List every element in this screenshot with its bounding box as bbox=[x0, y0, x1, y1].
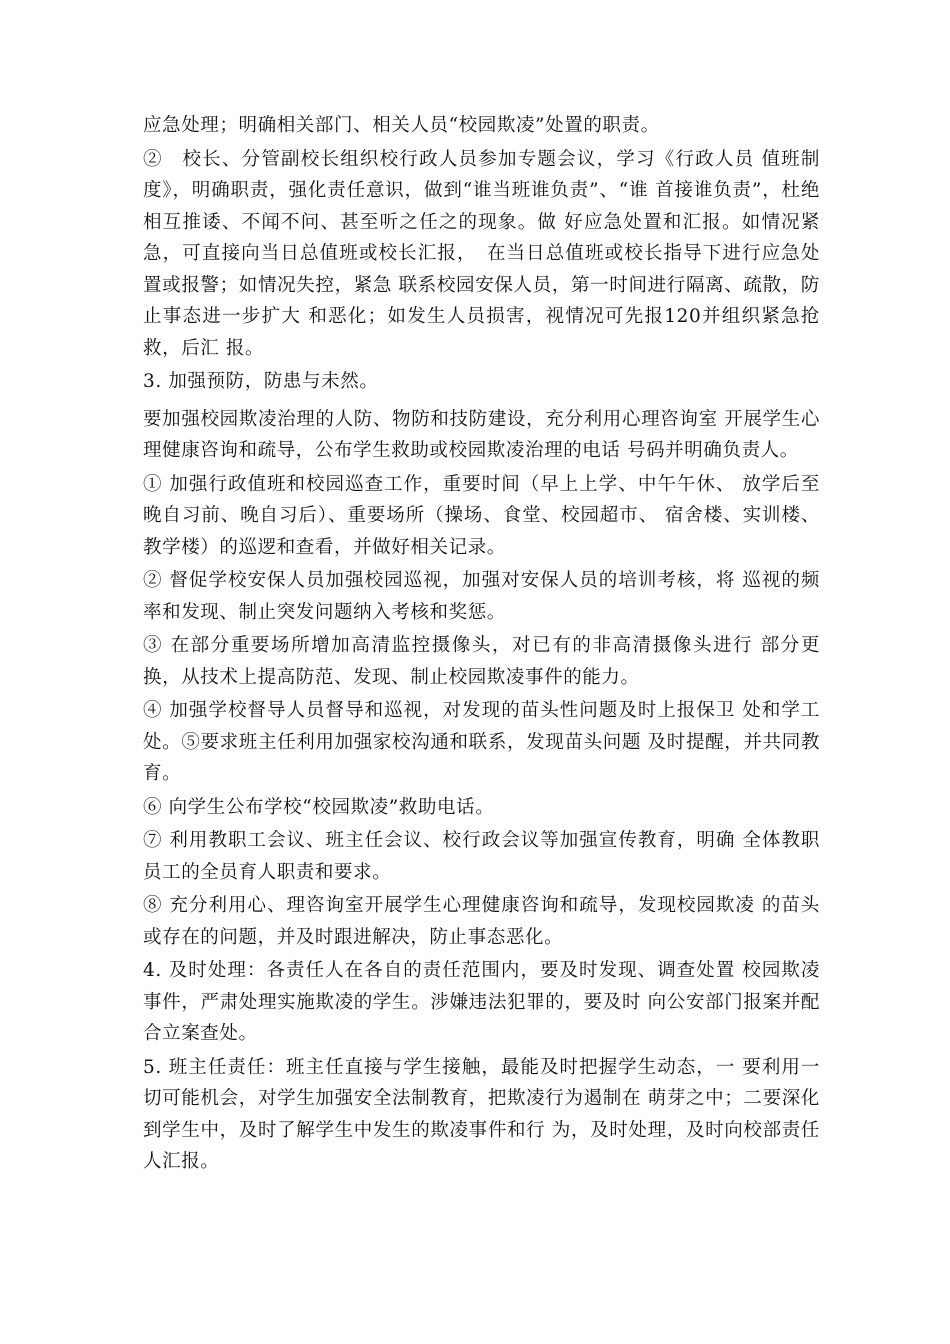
list-item-3-cameras: ③ 在部分重要场所增加高清监控摄像头，对已有的非高清摄像头进行 部分更换，从技术上提高防范、发现、制止校园欺凌事件的能力。 bbox=[143, 635, 820, 688]
heading-3-prevention: 3. 加强预防，防患与未然。 bbox=[143, 371, 379, 392]
list-item-7-meetings: ⑦ 利用教职工会议、班主任会议、校行政会议等加强宣传教育，明确 全体教职员工的全员育人职责和要求。 bbox=[143, 830, 820, 883]
list-item-6-hotline: ⑥ 向学生公布学校“校园欺凌”救助电话。 bbox=[143, 796, 495, 818]
list-item-1-patrol: ① 加强行政值班和校园巡查工作，重要时间（早上上学、中午午休、 放学后至晚自习前、晚自习后）、重要场所（操场、食堂、校园超市、 宿舍楼、实训楼、教学楼）的巡逻和查看，并做好相关记录。 bbox=[143, 473, 820, 558]
paragraph-item-2-meeting: ② 校长、分管副校长组织校行政人员参加专题会议，学习《行政人员 值班制度》，明确职责，强化责任意识，做到“谁当班谁负责”、“谁 首接谁负责”，杜绝相互推诿、不闻不问、甚至听之任之的现象。做 好应急处置和汇报。如情况紧急，可直接向当日总值班或校长汇报， 在当日总值班或校长指导下进行应急处置或报警；如情况失控，紧急 联系校园安保人员，第一时间进行隔离、疏散，防止事态进一步扩大 和恶化；如发生人员损害，视情况可先报120并组织紧急抢救，后汇 报。 bbox=[143, 148, 820, 359]
document-body bbox=[143, 110, 820, 1180]
paragraph-5-teacher-duty: 5. 班主任责任：班主任直接与学生接触，最能及时把握学生动态，一 要利用一切可能机会，对学生加强安全法制教育，把欺凌行为遏制在 萌芽之中；二要深化到学生中，及时了解学生中发生的欺凌事件和行 为，及时处理，及时向校部责任人汇报。 bbox=[143, 1056, 820, 1172]
list-item-4-5-supervision: ④ 加强学校督导人员督导和巡视，对发现的苗头性问题及时上报保卫 处和学工处。⑤要求班主任利用加强家校沟通和联系，发现苗头问题 及时提醒，并共同教育。 bbox=[143, 700, 820, 784]
paragraph-prevention-intro: 要加强校园欺凌治理的人防、物防和技防建设，充分利用心理咨询室 开展学生心理健康咨询和疏导，公布学生救助或校园欺凌治理的电话 号码并明确负责人。 bbox=[143, 408, 820, 461]
paragraph-emergency-duty: 应急处理；明确相关部门、相关人员“校园欺凌”处置的职责。 bbox=[143, 115, 660, 136]
list-item-8-counseling: ⑧ 充分利用心、理咨询室开展学生心理健康咨询和疏导，发现校园欺凌 的苗头或存在的问题，并及时跟进解决，防止事态恶化。 bbox=[143, 895, 820, 948]
paragraph-4-handling: 4. 及时处理：各责任人在各自的责任范围内，要及时发现、调查处置 校园欺凌事件，严肃处理实施欺凌的学生。涉嫌违法犯罪的，要及时 向公安部门报案并配合立案查处。 bbox=[143, 960, 820, 1044]
list-item-2-security: ② 督促学校安保人员加强校园巡视，加强对安保人员的培训考核，将 巡视的频率和发现、制止突发问题纳入考核和奖惩。 bbox=[143, 570, 820, 623]
